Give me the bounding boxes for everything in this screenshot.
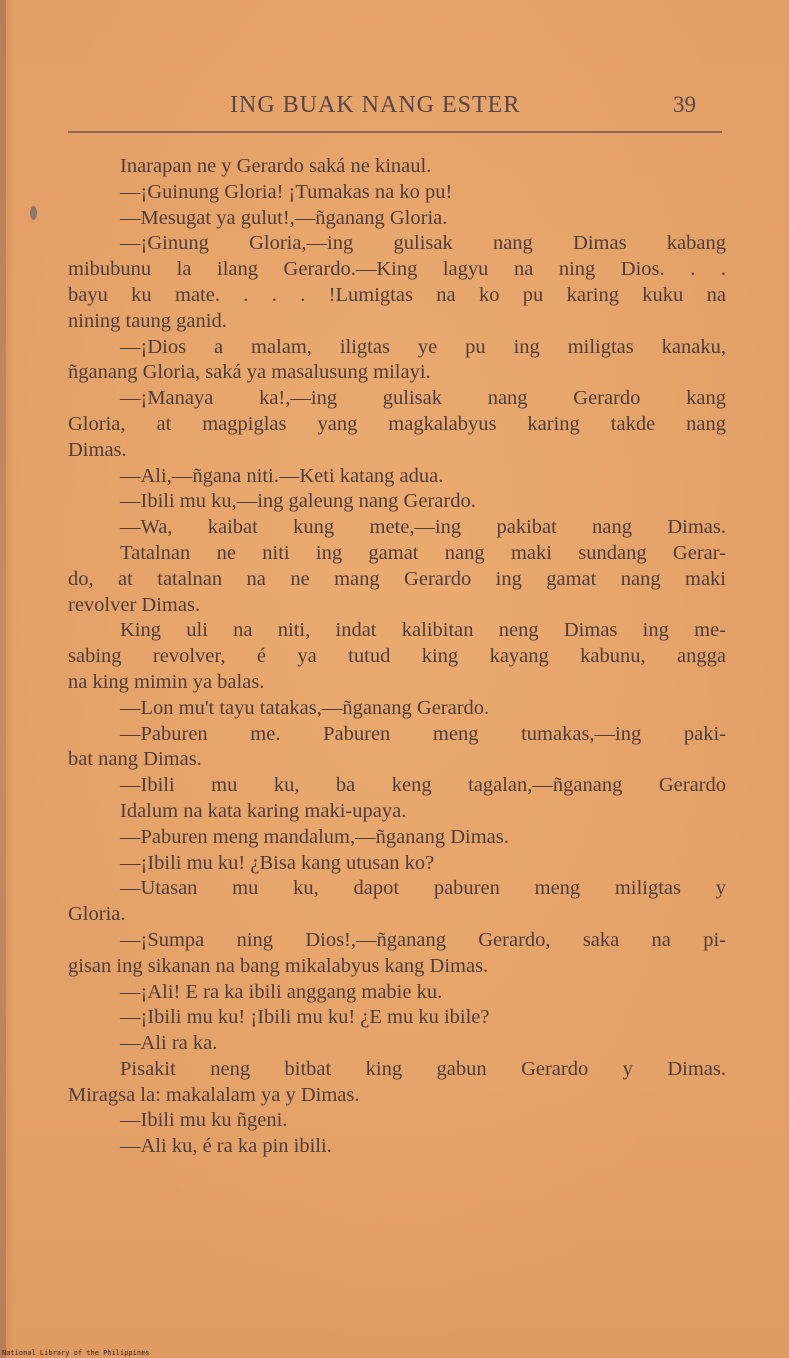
running-head: ING BUAK NANG ESTER bbox=[230, 92, 521, 118]
text-line: —¡Ibili mu ku! ¡Ibili mu ku! ¿E mu ku ibile? bbox=[120, 1006, 490, 1029]
text-line: bat nang Dimas. bbox=[68, 748, 202, 771]
text-line: gisan ing sikanan na bang mikalabyus kang Dimas. bbox=[68, 954, 489, 977]
text-line: —¡Ibili mu ku! ¿Bisa kang utusan ko? bbox=[120, 851, 435, 874]
text-line: —Ali,—ñgana niti.—Keti katang adua. bbox=[120, 464, 444, 487]
text-line: Tatalnan ne niti ing gamat nang maki sundang Gerar- bbox=[120, 541, 726, 564]
text-line: —Ibili mu ku ñgeni. bbox=[120, 1109, 288, 1132]
text-line: —Paburen meng mandalum,—ñganang Dimas. bbox=[120, 825, 509, 848]
text-line: —¡Sumpa ning Dios!,—ñganang Gerardo, saka na pi- bbox=[120, 928, 726, 951]
text-line: Inarapan ne y Gerardo saká ne kinaul. bbox=[120, 155, 432, 177]
text-line: —Ibili mu ku, ba keng tagalan,—ñganang Gerardo bbox=[120, 774, 726, 797]
text-line: —¡Ginung Gloria,—ing gulisak nang Dimas kabang bbox=[120, 232, 726, 255]
page-header bbox=[68, 92, 722, 130]
text-line: —¡Manaya ka!,—ing gulisak nang Gerardo kang bbox=[120, 387, 726, 410]
ink-speck bbox=[30, 206, 37, 220]
text-line: mibubunu la ilang Gerardo.—King lagyu na ning Dios. . . bbox=[68, 258, 726, 281]
text-line: —Utasan mu ku, dapot paburen meng miligtas y bbox=[120, 877, 726, 900]
text-line: Dimas. bbox=[68, 438, 127, 461]
text-line: —¡Guinung Gloria! ¡Tumakas na ko pu! bbox=[120, 180, 453, 203]
text-line: King uli na niti, indat kalibitan neng Dimas ing me- bbox=[120, 619, 726, 642]
text-line: na king mimin ya balas. bbox=[68, 670, 265, 693]
text-line: —¡Dios a malam, iligtas ye pu ing miligtas kanaku, bbox=[120, 335, 726, 358]
binding-edge bbox=[0, 0, 6, 1358]
text-line: —Lon mu't tayu tatakas,—ñganang Gerardo. bbox=[120, 696, 490, 719]
text-line: —Ali ku, é ra ka pin ibili. bbox=[120, 1135, 332, 1158]
text-line: —¡Ali! E ra ka ibili anggang mabie ku. bbox=[120, 980, 443, 1003]
text-line: —Paburen me. Paburen meng tumakas,—ing paki- bbox=[120, 722, 726, 745]
text-line: Gloria. bbox=[68, 903, 126, 926]
text-line: revolver Dimas. bbox=[68, 593, 201, 616]
text-line: Pisakit neng bitbat king gabun Gerardo y Dimas. bbox=[120, 1057, 726, 1080]
text-line: —Ibili mu ku,—ing galeung nang Gerardo. bbox=[120, 490, 476, 513]
text-line: —Ali ra ka. bbox=[120, 1032, 218, 1055]
text-line: Idalum na kata karing maki-upaya. bbox=[120, 799, 407, 822]
text-line: Miragsa la: makalalam ya y Dimas. bbox=[68, 1083, 360, 1106]
text-line: Gloria, at magpiglas yang magkalabyus karing takde nang bbox=[68, 412, 726, 435]
text-line: sabing revolver, é ya tutud king kayang kabunu, angga bbox=[68, 645, 726, 668]
footer-credit: National Library of the Philippines bbox=[2, 1349, 150, 1357]
text-line: bayu ku mate. . . . !Lumigtas na ko pu karing kuku na bbox=[68, 283, 726, 306]
text-line: ñganang Gloria, saká ya masalusung milayi. bbox=[68, 361, 431, 384]
text-line: do, at tatalnan na ne mang Gerardo ing gamat nang maki bbox=[68, 567, 726, 590]
page-number: 39 bbox=[673, 92, 696, 117]
body-text bbox=[68, 154, 726, 1160]
text-line: —Mesugat ya gulut!,—ñganang Gloria. bbox=[120, 206, 448, 229]
text-line: —Wa, kaibat kung mete,—ing pakibat nang Dimas. bbox=[120, 516, 726, 539]
text-line: nining taung ganid. bbox=[68, 309, 227, 332]
header-rule bbox=[68, 131, 722, 133]
